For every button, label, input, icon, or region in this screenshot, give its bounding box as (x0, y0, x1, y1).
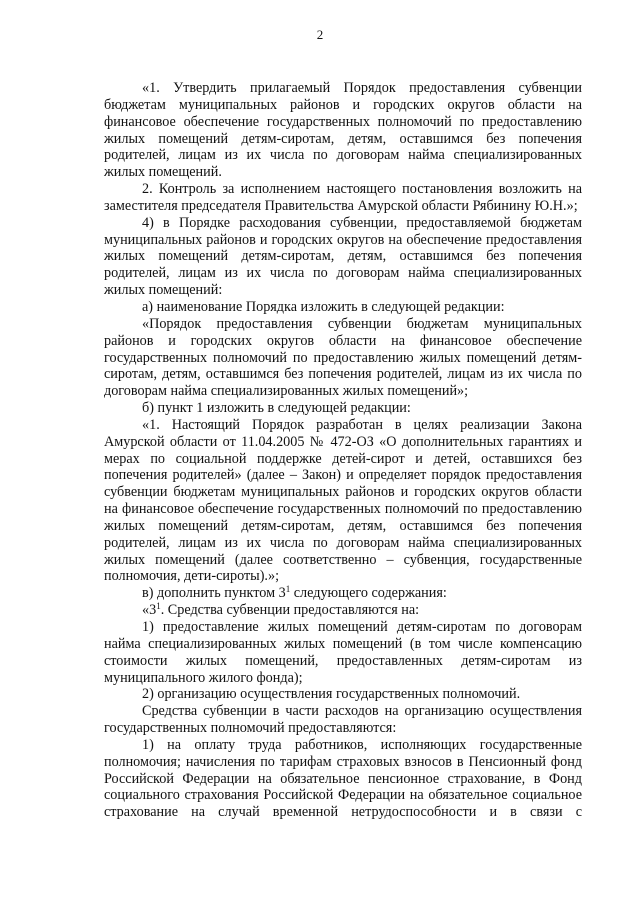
paragraph-8 (104, 585, 582, 602)
paragraph-9-text: «3 (142, 602, 157, 619)
paragraph-13: 1) на оплату труда работников, исполняющих государственные полномочия; начисления по тарифам страховых взносов в Пенсионный фонд Российской Федерации на обязательное пенсионное страхование, в Фонд социального страхования Российской Федерации на обязательное социальное страхование на случай временной нетрудоспособности и в связи с (104, 736, 582, 821)
paragraph-2: 2. Контроль за исполнением настоящего постановления возложить на заместителя председателя Правительства Амурской области Рябинину Ю.Н.»; (104, 181, 582, 214)
paragraph-9-text-end: . Средства субвенции предоставляются на: (160, 602, 420, 619)
paragraph-8-text: в) дополнить пунктом 3 (142, 585, 286, 602)
page-number: 2 (316, 27, 324, 42)
paragraph-7: «1. Настоящий Порядок разработан в целях реализации Закона Амурской области от 11.04.2005 № 472-ОЗ «О дополнительных гарантиях и мерах по социальной поддержке детей-сирот и детей, оставшихся без попечения родителей» (далее – Закон) и определяет порядок предоставления субвенции бюджетам муниципальных районов и городских округов области на финансовое обеспечение государственных полномочий по предоставлению жилых помещений детям-сиротам, детям, оставшимся без попечения родителей, лицам из их числа по договорам найма специализированных жилых помещений (далее соответственно – субвенция, государственные полномочия, дети-сироты).»; (104, 416, 582, 585)
document-body (104, 80, 582, 821)
paragraph-9-superscript: 1 (156, 601, 161, 612)
paragraph-4: а) наименование Порядка изложить в следующей редакции: (142, 298, 505, 315)
paragraph-5: «Порядок предоставления субвенции бюджетам муниципальных районов и городских округов области на финансовое обеспечение государственных полномочий по предоставлению жилых помещений детям-сиротам, детям, оставшимся без попечения родителей, лицам из их числа по договорам найма специализированных жилых помещений»; (104, 315, 582, 400)
paragraph-12: Средства субвенции в части расходов на организацию осуществления государственных полномочий предоставляются: (104, 703, 582, 737)
paragraph-8-text-end: следующего содержания: (290, 585, 447, 602)
paragraph-9 (104, 602, 582, 619)
paragraph-1: «1. Утвердить прилагаемый Порядок предоставления субвенции бюджетам муниципальных районов и городских округов области на финансовое обеспечение государственных полномочий по предоставлению жилых помещений детям-сиротам, детям, оставшимся без попечения родителей, лицам из их числа по договорам найма специализированных жилых помещений. (104, 80, 582, 181)
paragraph-8-superscript: 1 (285, 584, 291, 595)
paragraph-3: 4) в Порядке расходования субвенции, предоставляемой бюджетам муниципальных районов и городских округов на обеспечение предоставления жилых помещений детям-сиротам, детям, оставшимся без попечения родителей, лицам из их числа по договорам найма специализированных жилых помещений: (104, 214, 582, 299)
paragraph-6: б) пункт 1 изложить в следующей редакции: (142, 400, 411, 417)
paragraph-11: 2) организацию осуществления государственных полномочий. (142, 686, 521, 703)
paragraph-10: 1) предоставление жилых помещений детям-сиротам по договорам найма специализированных жилых помещений (в том числе компенсацию стоимости жилых помещений, предоставленных детям-сиротам из муниципального жилого фонда); (104, 619, 582, 686)
